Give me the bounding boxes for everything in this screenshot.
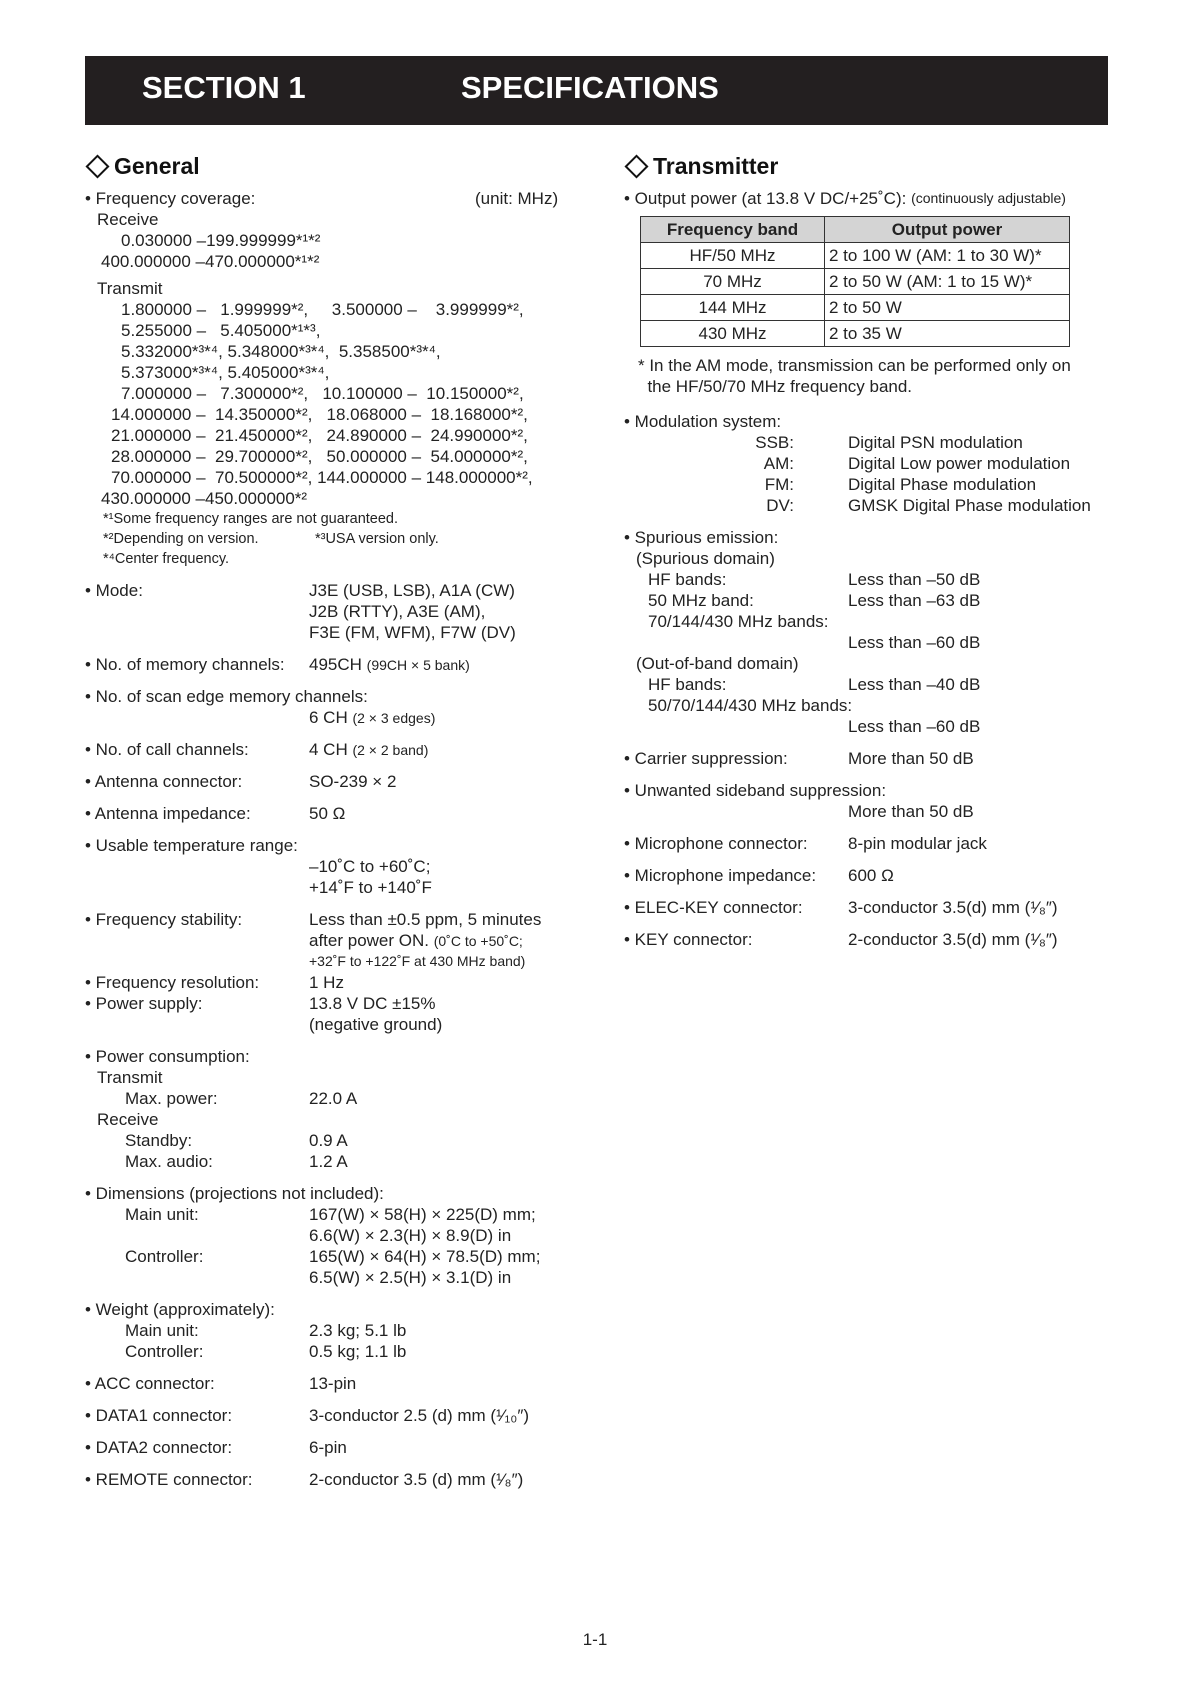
power-consumption-row: • Power consumption: xyxy=(85,1047,250,1066)
transmit-range: 70.000000 – 70.500000*², 144.000000 – 148.000000*², xyxy=(111,468,533,487)
transmit-range: 14.000000 – 14.350000*², 18.068000 – 18.168000*², xyxy=(111,405,528,424)
footnote: *²Depending on version. *³USA version only. xyxy=(103,531,439,547)
mic-impedance-row: • Microphone impedance: 600 Ω xyxy=(624,866,894,885)
data1-connector-row: • DATA1 connector: 3-conductor 2.5 (d) mm (¹⁄₁₀″) xyxy=(85,1406,530,1425)
acc-connector-row: • ACC connector: 13-pin xyxy=(85,1374,357,1393)
receive-label: Receive xyxy=(97,210,159,229)
antenna-impedance-row: • Antenna impedance: 50 Ω xyxy=(85,804,346,823)
table-row: 430 MHz 2 to 35 W xyxy=(641,321,1070,347)
section-title: SPECIFICATIONS xyxy=(461,70,719,105)
spurious-row: • Spurious emission: xyxy=(624,528,779,547)
remote-connector-row: • REMOTE connector: 2-conductor 3.5 (d) mm (¹⁄₈″) xyxy=(85,1470,524,1489)
transmit-range: 28.000000 – 29.700000*², 50.000000 – 54.000000*², xyxy=(111,447,528,466)
receive-range: 0.030000 –199.999999*¹*² xyxy=(121,231,321,250)
freq-unit: (unit: MHz) xyxy=(475,189,559,208)
table-row: 70 MHz 2 to 50 W (AM: 1 to 15 W)* xyxy=(641,269,1070,295)
transmit-range: 5.373000*³*⁴, 5.405000*³*⁴, xyxy=(121,363,330,382)
dimensions-row: • Dimensions (projections not included): xyxy=(85,1184,384,1203)
unwanted-sideband-row: • Unwanted sideband suppression: xyxy=(624,781,887,800)
transmit-range: 5.255000 – 5.405000*¹*³, xyxy=(121,321,321,340)
scan-edge-row: • No. of scan edge memory channels: xyxy=(85,687,368,706)
freq-coverage-row: • Frequency coverage: (unit: MHz) xyxy=(85,189,559,208)
am-note: the HF/50/70 MHz frequency band. xyxy=(638,377,913,396)
modulation-row: • Modulation system: xyxy=(624,412,782,431)
output-power-table xyxy=(640,216,1070,347)
general-column: General • Frequency coverage: (unit: MHz) Receive 0.030000 –199.999999*¹*² 400.000000 –470.000000*¹*² Transmit 1.800000 – 1.999999*², 3.500000 – 3.999999*², 5.255000 – 5.405000*¹*³, 5.332000*³*⁴, 5.348000*³*⁴, 5.358500*³*⁴, 5.373000*³*⁴, 5.405000*³*⁴, 7.000000 – 7.300000*², 10.100000 – 10.150000*², 14.000000 – 14.350000*², 18.068000 – 18.168000*², 21.000000 – 21.450000*², 24.890000 – 24.990000*², 28.000000 – 29.700000*², 50.000000 – 54.000000*², 70.000000 – 70.500000*², 144.000000 – 148.000000*², 430.000000 –450.000000*² *¹Some frequency ranges are not guaranteed. *²Depending on version. *³USA version only. *⁴Center frequency. • Mode: J3E (USB, LSB), A1A (CW) J2B (RTTY), A3E (AM), F3E (FM, WFM), F7W (DV) • No. of memory channels: 495CH (99CH × 5 bank) • No. of scan edge memory channels: 6 CH (2 × 3 edges) • No. of call channels: 4 CH (2 × 2 band) • Antenna connector: SO-239 × 2 • Antenna impedance: 50 Ω • Usable temperature range: –10˚C to +60˚C; +14˚F to +140˚F • Frequency stability: Less than ±0.5 ppm, 5 minutes after power ON. (0˚C to +50˚C; +32˚F to +122˚F at 430 MHz band) • Frequency resolution: 1 Hz • Power supply: 13.8 V DC ±15% (negative ground) • Power consumption: Transmit Max. power: 22.0 A Receive Standby: 0.9 A Max. audio: 1.2 A • Dimensions (projections not included): Main unit: 167(W) × 58(H) × 225(D) mm; 6.6(W) × 2.3(H) × 8.9(D) in Controller: 165(W) × 64(H) × 78.5(D) mm; 6.5(W) × 2.5(H) × 3.1(D) in • Weight (approximately): Main unit: 2.3 kg; 5.1 lb Controller: 0.5 kg; 1.1 lb • ACC connector: 13-pin • DATA1 connector: 3-conductor 2.5 (d) mm (¹⁄₁₀″) • DATA2 connector: 6-pin • REMOTE connector: 2-conductor 3.5 (d) mm (¹⁄₈″) xyxy=(85,152,565,1490)
mic-connector-row: • Microphone connector: 8-pin modular jack xyxy=(624,834,987,853)
elec-key-row: • ELEC-KEY connector: 3-conductor 3.5(d) mm (¹⁄₈″) xyxy=(624,898,1058,917)
table-header: Output power xyxy=(825,217,1070,243)
frequency-resolution-row: • Frequency resolution: 1 Hz xyxy=(85,973,344,992)
transmitter-column: Transmitter • Output power (at 13.8 V DC/+25˚C): (continuously adjustable) Frequency band Output power HF/50 MHz 2 to 100 W (AM: 1 to 30 W)* 70 MHz 2 to 50 W (AM: 1 to 15 W)* 144 MHz 2 to 50 W 430 MHz 2 to 35 W * In the AM mode, transmission can be performed only on the HF/50/70 MHz frequency band. • Modulation system: SSB: Digital PSN modulation AM: Digital Low power modulation FM: Digital Phase modulation DV: GMSK Digital Phase modulation • Spurious emission: (Spurious domain) HF bands: Less than –50 dB 50 MHz band: Less than –63 dB 70/144/430 MHz bands: Less than –60 dB (Out-of-band domain) HF bands: Less than –40 dB 50/70/144/430 MHz bands: Less than –60 dB • Carrier suppression: More than 50 dB • Unwanted sideband suppression: More than 50 dB • Microphone connector: 8-pin modular jack • Microphone impedance: 600 Ω • ELEC-KEY connector: 3-conductor 3.5(d) mm (¹⁄₈″) • KEY connector: 2-conductor 3.5(d) mm (¹⁄₈″) xyxy=(624,152,1114,950)
table-header-row xyxy=(641,217,1070,243)
page-number: 1-1 xyxy=(582,1630,608,1649)
diamond-icon xyxy=(624,154,648,178)
table-header: Frequency band xyxy=(641,217,825,243)
temperature-row: • Usable temperature range: xyxy=(85,836,298,855)
frequency-stability-row: • Frequency stability: Less than ±0.5 ppm, 5 minutes xyxy=(85,910,542,929)
power-supply-row: • Power supply: 13.8 V DC ±15% xyxy=(85,994,436,1013)
table-row: 144 MHz 2 to 50 W xyxy=(641,295,1070,321)
section-number: SECTION 1 xyxy=(142,70,306,105)
key-connector-row: • KEY connector: 2-conductor 3.5(d) mm (¹⁄₈″) xyxy=(624,930,1058,949)
output-power-row: • Output power (at 13.8 V DC/+25˚C): (continuously adjustable) xyxy=(624,189,1066,208)
transmitter-heading: Transmitter xyxy=(624,152,1114,180)
diamond-icon xyxy=(85,154,109,178)
mode-row: • Mode: J3E (USB, LSB), A1A (CW) xyxy=(85,581,515,600)
antenna-connector-row: • Antenna connector: SO-239 × 2 xyxy=(85,772,397,791)
transmit-range: 21.000000 – 21.450000*², 24.890000 – 24.990000*², xyxy=(111,426,528,445)
general-heading: General xyxy=(85,152,565,180)
weight-row: • Weight (approximately): xyxy=(85,1300,275,1319)
memory-channels-row: • No. of memory channels: 495CH (99CH × 5 bank) xyxy=(85,655,470,674)
transmit-range: 1.800000 – 1.999999*², 3.500000 – 3.999999*², xyxy=(121,300,524,319)
footnote: *¹Some frequency ranges are not guaranteed. xyxy=(103,511,399,527)
footnote: *⁴Center frequency. xyxy=(103,551,230,567)
table-row: HF/50 MHz 2 to 100 W (AM: 1 to 30 W)* xyxy=(641,243,1070,269)
call-channels-row: • No. of call channels: 4 CH (2 × 2 band) xyxy=(85,740,429,759)
am-note: * In the AM mode, transmission can be performed only on xyxy=(638,356,1071,375)
transmit-range: 7.000000 – 7.300000*², 10.100000 – 10.150000*², xyxy=(121,384,524,403)
data2-connector-row: • DATA2 connector: 6-pin xyxy=(85,1438,347,1457)
carrier-suppression-row: • Carrier suppression: More than 50 dB xyxy=(624,749,974,768)
section-header xyxy=(85,56,1108,125)
transmit-range: 430.000000 –450.000000*² xyxy=(101,489,308,508)
receive-range: 400.000000 –470.000000*¹*² xyxy=(101,252,320,271)
transmit-label: Transmit xyxy=(97,279,163,298)
transmit-range: 5.332000*³*⁴, 5.348000*³*⁴, 5.358500*³*⁴, xyxy=(121,342,441,361)
